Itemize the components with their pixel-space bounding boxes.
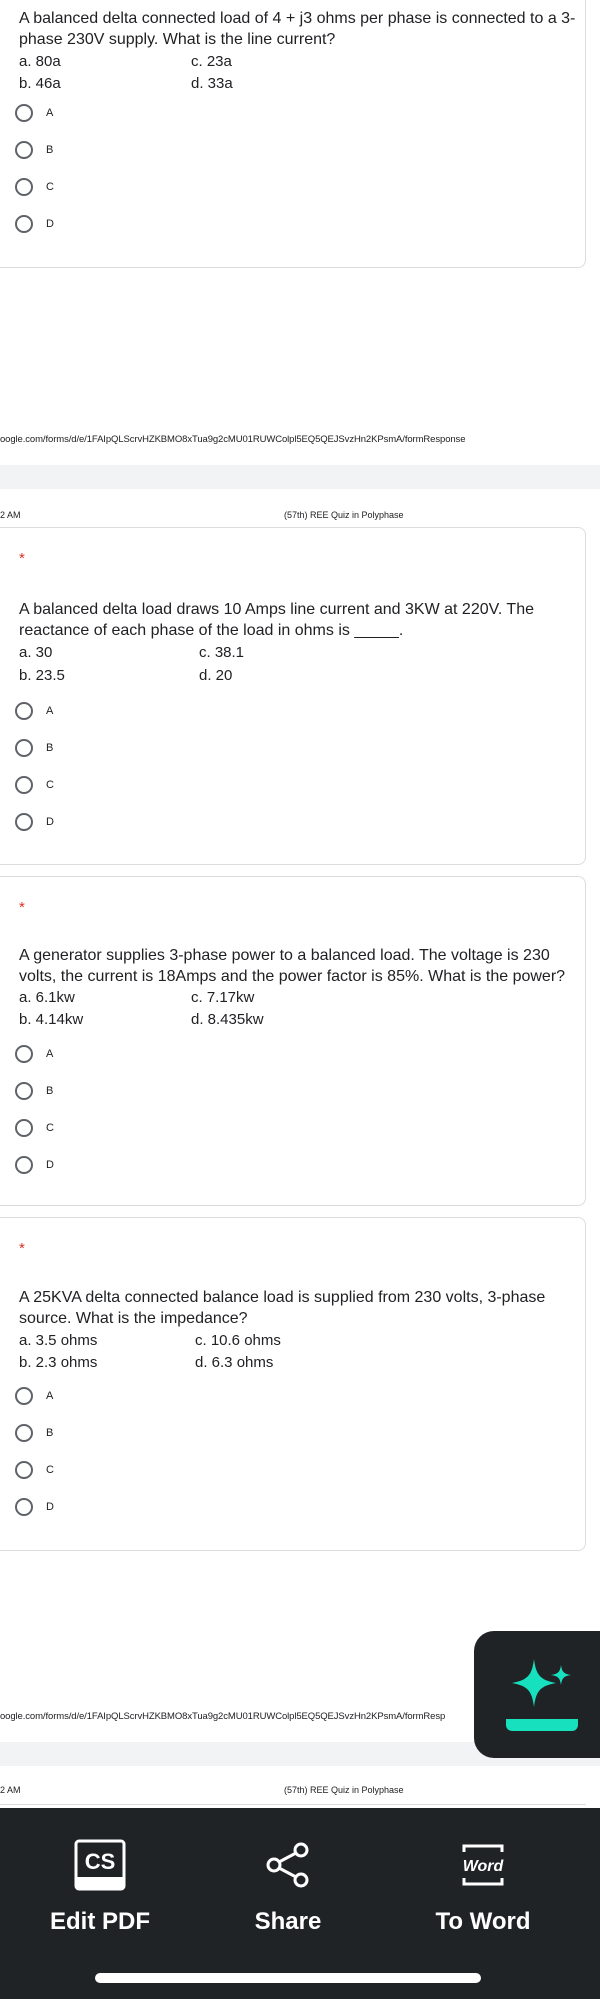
share-button[interactable] xyxy=(188,1808,388,1999)
radio-circle-icon[interactable] xyxy=(15,104,33,122)
choice-row: b. 2.3 ohms d. 6.3 ohms xyxy=(19,1354,274,1371)
share-label: Share xyxy=(254,1908,322,1935)
word-icon xyxy=(456,1838,510,1892)
radio-circle-icon[interactable] xyxy=(15,178,33,196)
required-asterisk: * xyxy=(19,1240,25,1257)
question-card-4 xyxy=(0,1217,586,1551)
radio-circle-icon[interactable] xyxy=(15,1387,33,1405)
bottom-toolbar xyxy=(0,1808,600,1999)
page-url-footer: oogle.com/forms/d/e/1FAIpQLScrvHZKBMO8xTua9g2cMU01RUWColpl5EQ5QEJSvzHn2KPsmA/formResponse xyxy=(0,434,466,445)
radio-option-b[interactable]: B xyxy=(15,1422,53,1444)
svg-text:Word: Word xyxy=(462,1858,504,1875)
question-text: A generator supplies 3-phase power to a balanced load. The voltage is 230 volts, the current is 18Amps and the power factor is 85%. What is the power? xyxy=(19,947,566,985)
radio-circle-icon[interactable] xyxy=(15,702,33,720)
question-text: A balanced delta load draws 10 Amps line current and 3KW at 220V. The reactance of each phase of the load in ohms is _____. xyxy=(19,601,534,639)
page-header-time: 2 AM xyxy=(0,1785,21,1795)
question-card-1 xyxy=(0,0,586,268)
choice-row: a. 6.1kw c. 7.17kw xyxy=(19,989,255,1006)
required-asterisk: * xyxy=(19,899,25,916)
choice-row: a. 30 c. 38.1 xyxy=(19,644,245,661)
ai-button-accent-bar xyxy=(506,1719,578,1731)
question-card-3 xyxy=(0,876,586,1206)
question-card-2 xyxy=(0,527,586,865)
share-icon xyxy=(261,1838,315,1892)
cs-logo-icon xyxy=(73,1838,127,1892)
choice-row: a. 3.5 ohms c. 10.6 ohms xyxy=(19,1332,281,1349)
page-break xyxy=(0,465,600,489)
radio-option-d[interactable]: D xyxy=(15,811,54,833)
radio-option-d[interactable]: D xyxy=(15,213,54,235)
edit-pdf-button[interactable] xyxy=(0,1808,200,1999)
radio-circle-icon[interactable] xyxy=(15,1424,33,1442)
radio-option-b[interactable]: B xyxy=(15,1080,53,1102)
radio-circle-icon[interactable] xyxy=(15,739,33,757)
radio-circle-icon[interactable] xyxy=(15,1082,33,1100)
radio-option-d[interactable]: D xyxy=(15,1154,54,1176)
svg-text:CS: CS xyxy=(84,1849,116,1874)
radio-circle-icon[interactable] xyxy=(15,776,33,794)
choice-row: a. 80a c. 23a xyxy=(19,53,232,70)
choice-row: b. 23.5 d. 20 xyxy=(19,667,233,684)
radio-circle-icon[interactable] xyxy=(15,1119,33,1137)
edit-pdf-label: Edit PDF xyxy=(50,1908,150,1935)
question-text: A 25KVA delta connected balance load is supplied from 230 volts, 3-phase source. What is the impedance? xyxy=(19,1289,546,1327)
radio-option-c[interactable]: C xyxy=(15,1117,54,1139)
radio-circle-icon[interactable] xyxy=(15,215,33,233)
radio-option-a[interactable]: A xyxy=(15,102,53,124)
radio-circle-icon[interactable] xyxy=(15,1045,33,1063)
radio-circle-icon[interactable] xyxy=(15,1498,33,1516)
radio-circle-icon[interactable] xyxy=(15,1461,33,1479)
radio-option-c[interactable]: C xyxy=(15,774,54,796)
choice-row: b. 46a d. 33a xyxy=(19,75,233,92)
home-indicator[interactable] xyxy=(95,1973,481,1983)
page-header-title: (57th) REE Quiz in Polyphase xyxy=(284,1785,404,1795)
page-header-title: (57th) REE Quiz in Polyphase xyxy=(284,510,404,520)
radio-option-b[interactable]: B xyxy=(15,139,53,161)
radio-circle-icon[interactable] xyxy=(15,813,33,831)
radio-option-a[interactable]: A xyxy=(15,1043,53,1065)
required-asterisk: * xyxy=(19,550,25,567)
radio-option-d[interactable]: D xyxy=(15,1496,54,1518)
radio-option-a[interactable]: A xyxy=(15,700,53,722)
radio-option-c[interactable]: C xyxy=(15,176,54,198)
to-word-label: To Word xyxy=(435,1908,531,1935)
sparkle-icon xyxy=(504,1653,576,1715)
page-url-footer: oogle.com/forms/d/e/1FAIpQLScrvHZKBMO8xTua9g2cMU01RUWColpl5EQ5QEJSvzHn2KPsmA/formResp xyxy=(0,1711,446,1722)
radio-circle-icon[interactable] xyxy=(15,141,33,159)
to-word-button[interactable] xyxy=(383,1808,583,1999)
radio-option-b[interactable]: B xyxy=(15,737,53,759)
radio-option-a[interactable]: A xyxy=(15,1385,53,1407)
radio-circle-icon[interactable] xyxy=(15,1156,33,1174)
choice-row: b. 4.14kw d. 8.435kw xyxy=(19,1011,264,1028)
page-header-time: 2 AM xyxy=(0,510,21,520)
radio-option-c[interactable]: C xyxy=(15,1459,54,1481)
ai-assistant-button[interactable] xyxy=(474,1631,600,1758)
question-text: A balanced delta connected load of 4 + j3 ohms per phase is connected to a 3-phase 230V supply. What is the line current? xyxy=(19,10,576,48)
